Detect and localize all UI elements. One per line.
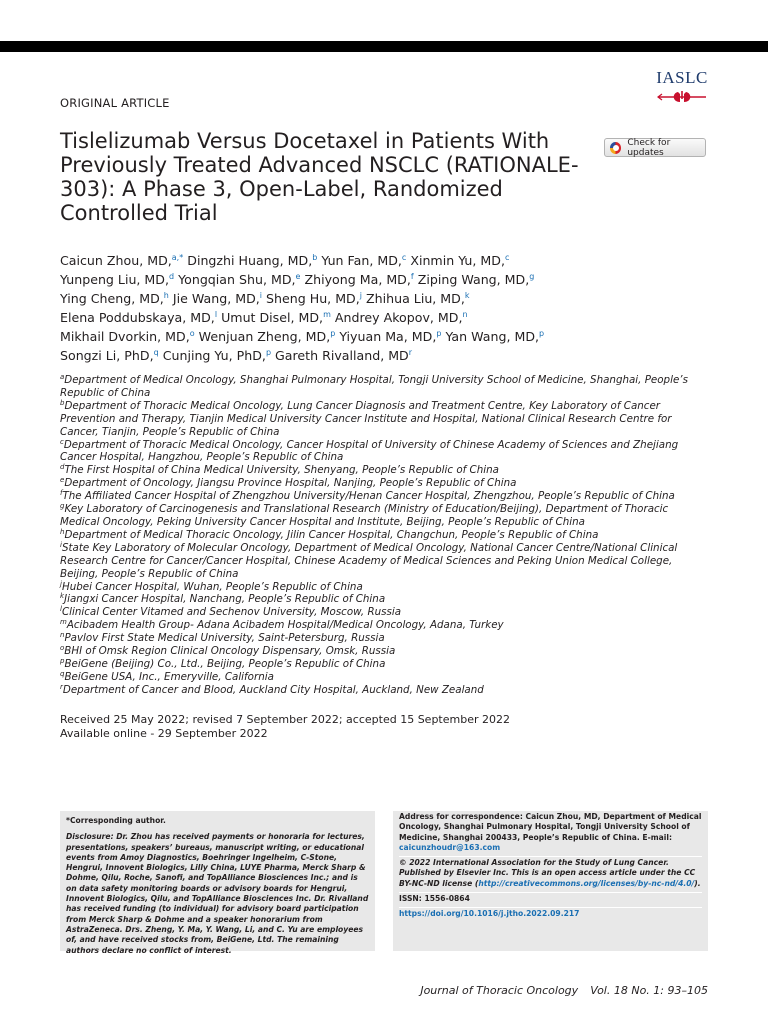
- affiliation-key: d: [60, 463, 65, 472]
- footnote-box-right: [393, 811, 708, 951]
- author-name: Elena Poddubskaya, MD,: [60, 310, 215, 325]
- affiliation: [60, 374, 708, 400]
- affiliation-key: r: [60, 682, 63, 691]
- affiliation-text: Clinical Center Vitamed and Sechenov University, Moscow, Russia: [61, 606, 402, 619]
- affiliation-text: Acibadem Health Group- Adana Acibadem Hospital/Medical Oncology, Adana, Turkey: [66, 619, 504, 632]
- author-name: Songzi Li, PhD,: [60, 348, 154, 363]
- author-name: Caicun Zhou, MD,: [60, 253, 172, 268]
- author-affil-ref[interactable]: n: [462, 310, 468, 319]
- check-updates-label: Check for updates: [627, 137, 671, 158]
- affiliation-list: [60, 374, 708, 697]
- author-name: Dingzhi Huang, MD,: [187, 253, 313, 268]
- affiliation-key: g: [60, 502, 65, 511]
- affiliation-text: Hubei Cancer Hospital, Wuhan, People’s Republic of China: [61, 580, 363, 593]
- author-affil-ref[interactable]: o: [189, 329, 195, 338]
- author-affil-ref[interactable]: k: [464, 291, 470, 300]
- affiliation-key: l: [60, 605, 62, 614]
- crossmark-icon: [610, 142, 621, 154]
- affiliation-text: Pavlov First State Medical University, Saint-Petersburg, Russia: [64, 632, 385, 645]
- check-for-updates-button[interactable]: [604, 138, 706, 157]
- affiliation-key: p: [60, 656, 65, 665]
- article-dates: [60, 713, 510, 741]
- affiliation: [60, 606, 708, 619]
- author-name: Zhihua Liu, MD,: [366, 291, 465, 306]
- affiliation: [60, 464, 708, 477]
- author-affil-ref[interactable]: c: [505, 253, 510, 262]
- affiliation: [60, 619, 708, 632]
- author-affil-ref[interactable]: b: [312, 253, 318, 262]
- author-affil-ref[interactable]: f: [410, 272, 414, 281]
- author-line: [60, 251, 660, 270]
- author-affil-ref[interactable]: j: [359, 291, 362, 300]
- affiliation-text: The First Hospital of China Medical University, Shenyang, People’s Republic of China: [64, 464, 499, 477]
- author-affil-ref[interactable]: c: [401, 253, 407, 262]
- author-name: Ziping Wang, MD,: [417, 272, 530, 287]
- email-link[interactable]: caicunzhoudr@163.com: [399, 842, 501, 852]
- top-rule: [0, 41, 768, 52]
- author-line: [60, 346, 660, 365]
- affiliation-key: i: [60, 540, 62, 549]
- author-name: Andrey Akopov, MD,: [334, 310, 463, 325]
- author-affil-ref[interactable]: m: [323, 310, 331, 319]
- affiliation-key: k: [60, 592, 65, 601]
- affiliation-text: State Key Laboratory of Molecular Oncology, Department of Medical Oncology, National Cancer Centre/National Clinical Research Centre for Cancer/Cancer Hospital, Chinese Academy of Medical Sciences and Peking Union Medical College, Beijing, People’s Republic of China: [60, 541, 678, 580]
- author-name: Jie Wang, MD,: [172, 291, 260, 306]
- affiliation: [60, 477, 708, 490]
- affiliation: [60, 529, 708, 542]
- author-line: [60, 270, 660, 289]
- author-affil-ref[interactable]: r: [408, 348, 413, 357]
- author-affil-ref[interactable]: h: [163, 291, 169, 300]
- author-affil-ref[interactable]: a,*: [171, 253, 184, 262]
- affiliation: [60, 684, 708, 697]
- logo-text: IASLC: [656, 68, 708, 87]
- affiliation-key: j: [60, 579, 62, 588]
- affiliation: [60, 503, 708, 529]
- online-date: Available online - 29 September 2022: [60, 727, 268, 740]
- doi-section: [399, 908, 702, 922]
- affiliation: [60, 439, 708, 465]
- affiliation-text: Department of Thoracic Medical Oncology, Lung Cancer Diagnosis and Treatment Centre, Key Laboratory of Cancer Prevention and Therapy, Tianjin Medical University Cancer Institute and Hospital, National Clinical Research Centre for Cancer, Tianjin, People’s Republic of China: [60, 399, 672, 438]
- affiliation: [60, 542, 708, 581]
- affiliation: [60, 658, 708, 671]
- author-name: Xinmin Yu, MD,: [410, 253, 505, 268]
- affiliation-text: Department of Cancer and Blood, Auckland City Hospital, Auckland, New Zealand: [62, 683, 484, 696]
- author-name: Umut Disel, MD,: [221, 310, 324, 325]
- affiliation-key: o: [60, 644, 65, 653]
- author-name: Cunjing Yu, PhD,: [162, 348, 266, 363]
- affiliation-text: Jiangxi Cancer Hospital, Nanchang, People’s Republic of China: [64, 593, 386, 606]
- copyright-end: ).: [694, 878, 701, 888]
- author-line: [60, 327, 660, 346]
- author-name: Ying Cheng, MD,: [60, 291, 164, 306]
- affiliation-key: a: [60, 373, 65, 381]
- affiliation: [60, 671, 708, 684]
- author-name: Yan Wang, MD,: [445, 329, 540, 344]
- affiliation-text: Department of Oncology, Jiangsu Province Hospital, Nanjing, People’s Republic of China: [64, 477, 517, 490]
- author-line: [60, 308, 660, 327]
- affiliation: [60, 645, 708, 658]
- issn: ISSN: 1556-0864: [399, 893, 702, 908]
- author-name: Yunpeng Liu, MD,: [60, 272, 170, 287]
- author-affil-ref[interactable]: l: [214, 310, 218, 319]
- affiliation-text: BeiGene USA, Inc., Emeryville, California: [64, 670, 274, 683]
- affiliation: [60, 490, 708, 503]
- affiliation-text: Department of Medical Thoracic Oncology, Jilin Cancer Hospital, Changchun, People’s Republic of China: [64, 528, 599, 541]
- affiliation-text: The Affiliated Cancer Hospital of Zhengzhou University/Henan Cancer Hospital, Zhengzhou, People’s Republic of China: [62, 490, 675, 503]
- footnote-box-left: [60, 811, 375, 955]
- received-dates: Received 25 May 2022; revised 7 September 2022; accepted 15 September 2022: [60, 713, 510, 726]
- affiliation-key: c: [60, 437, 64, 446]
- author-affil-ref[interactable]: d: [169, 272, 175, 281]
- affiliation-text: Key Laboratory of Carcinogenesis and Translational Research (Ministry of Education/Beijing), Department of Thoracic Medical Oncology, Peking University Cancer Hospital and Institute, Beijing, People’s Republic of China: [60, 503, 669, 528]
- author-affil-ref[interactable]: p: [436, 329, 442, 338]
- lungs-icon: [656, 90, 708, 104]
- author-name: Mikhail Dvorkin, MD,: [60, 329, 190, 344]
- affiliation-key: f: [60, 489, 63, 498]
- author-name: Gareth Rivalland, MD: [275, 348, 409, 363]
- journal-footer: [408, 984, 708, 997]
- affiliation-key: q: [60, 669, 65, 678]
- iaslc-logo: [656, 68, 708, 104]
- author-line: [60, 289, 660, 308]
- license-link[interactable]: http://creativecommons.org/licenses/by-nc-nd/4.0/: [478, 878, 695, 888]
- author-affil-ref[interactable]: p: [330, 329, 336, 338]
- author-affil-ref[interactable]: e: [295, 272, 301, 281]
- author-affil-ref[interactable]: q: [153, 348, 159, 357]
- copyright-notice: [399, 857, 702, 893]
- correspondence-address: [399, 811, 702, 857]
- author-affil-ref[interactable]: p: [265, 348, 272, 357]
- author-name: Sheng Hu, MD,: [266, 291, 360, 306]
- author-name: Zhiyong Ma, MD,: [304, 272, 411, 287]
- doi-link[interactable]: https://doi.org/10.1016/j.jtho.2022.09.217: [399, 909, 580, 919]
- affiliation: [60, 400, 708, 439]
- affiliation-key: n: [60, 631, 65, 640]
- author-name: Yongqian Shu, MD,: [178, 272, 296, 287]
- affiliation: [60, 593, 708, 606]
- affiliation: [60, 632, 708, 645]
- affiliation-text: BeiGene (Beijing) Co., Ltd., Beijing, People’s Republic of China: [64, 657, 386, 670]
- journal-volume: Vol. 18 No. 1: 93–105: [590, 984, 708, 997]
- author-affil-ref[interactable]: g: [529, 272, 535, 281]
- address-text: Address for correspondence: Caicun Zhou, MD, Department of Medical Oncology, Shanghai Pulmonary Hospital, Tongji University School of Medicine, Shanghai 200433, People’s Republic of China. E-mail:: [399, 812, 702, 842]
- article-title: Tislelizumab Versus Docetaxel in Patients With Previously Treated Advanced NSCLC (RATIONALE-303): A Phase 3, Open-Label, Randomized Controlled Trial: [60, 129, 579, 225]
- journal-name: Journal of Thoracic Oncology: [420, 984, 579, 997]
- article-type: ORIGINAL ARTICLE: [60, 96, 170, 110]
- affiliation-text: Department of Medical Oncology, Shanghai Pulmonary Hospital, Tongji University School of Medicine, Shanghai, People’s Republic of China: [60, 374, 688, 399]
- affiliation: [60, 581, 708, 594]
- copyright-text: © 2022 International Association for the Study of Lung Cancer. Published by Elsevier Inc. This is an open access article under the CC BY-NC-ND license (: [399, 858, 696, 888]
- author-name: Wenjuan Zheng, MD,: [198, 329, 331, 344]
- author-affil-ref[interactable]: p: [539, 329, 545, 338]
- author-list: [60, 251, 660, 365]
- affiliation-text: BHI of Omsk Region Clinical Oncology Dispensary, Omsk, Russia: [64, 645, 396, 658]
- affiliation-key: h: [60, 527, 65, 536]
- affiliation-key: m: [60, 618, 67, 627]
- affiliation-key: e: [60, 476, 65, 485]
- author-affil-ref[interactable]: i: [259, 291, 263, 300]
- author-name: Yun Fan, MD,: [321, 253, 402, 268]
- affiliation-key: b: [60, 398, 65, 407]
- affiliation-text: Department of Thoracic Medical Oncology, Cancer Hospital of University of Chinese Academy of Sciences and Zhejiang Cancer Hospital, Hangzhou, People’s Republic of China: [60, 438, 679, 464]
- disclosure-text: Disclosure: Dr. Zhou has received payments or honoraria for lectures, presentations, speakers’ bureaus, manuscript writing, or educational events from Amoy Diagnostics, Boehringer Ingelheim, C-Stone, Hengrui, Innovent Biologics, Lilly China, LUYE Pharma, Merck Sharp & Dohme, Qilu, Roche, Sanofi, and TopAlliance Biosciences Inc.; and is on data safety monitoring boards or advisory boards for Hengrui, Innovent Biologics, Qilu, and TopAlliance Biosciences Inc. Dr. Rivalland has received funding (to individual) for advisory board participation from Merck Sharp & Dohme and a speaker honorarium from AstraZeneca. Drs. Zheng, Y. Ma, Y. Wang, Li, and C. Yu are employees of, and have received stocks from, BeiGene, Ltd. The remaining authors declare no conflict of interest.: [66, 832, 369, 955]
- author-name: Yiyuan Ma, MD,: [339, 329, 437, 344]
- corresponding-author-note: *Corresponding author.: [66, 816, 166, 825]
